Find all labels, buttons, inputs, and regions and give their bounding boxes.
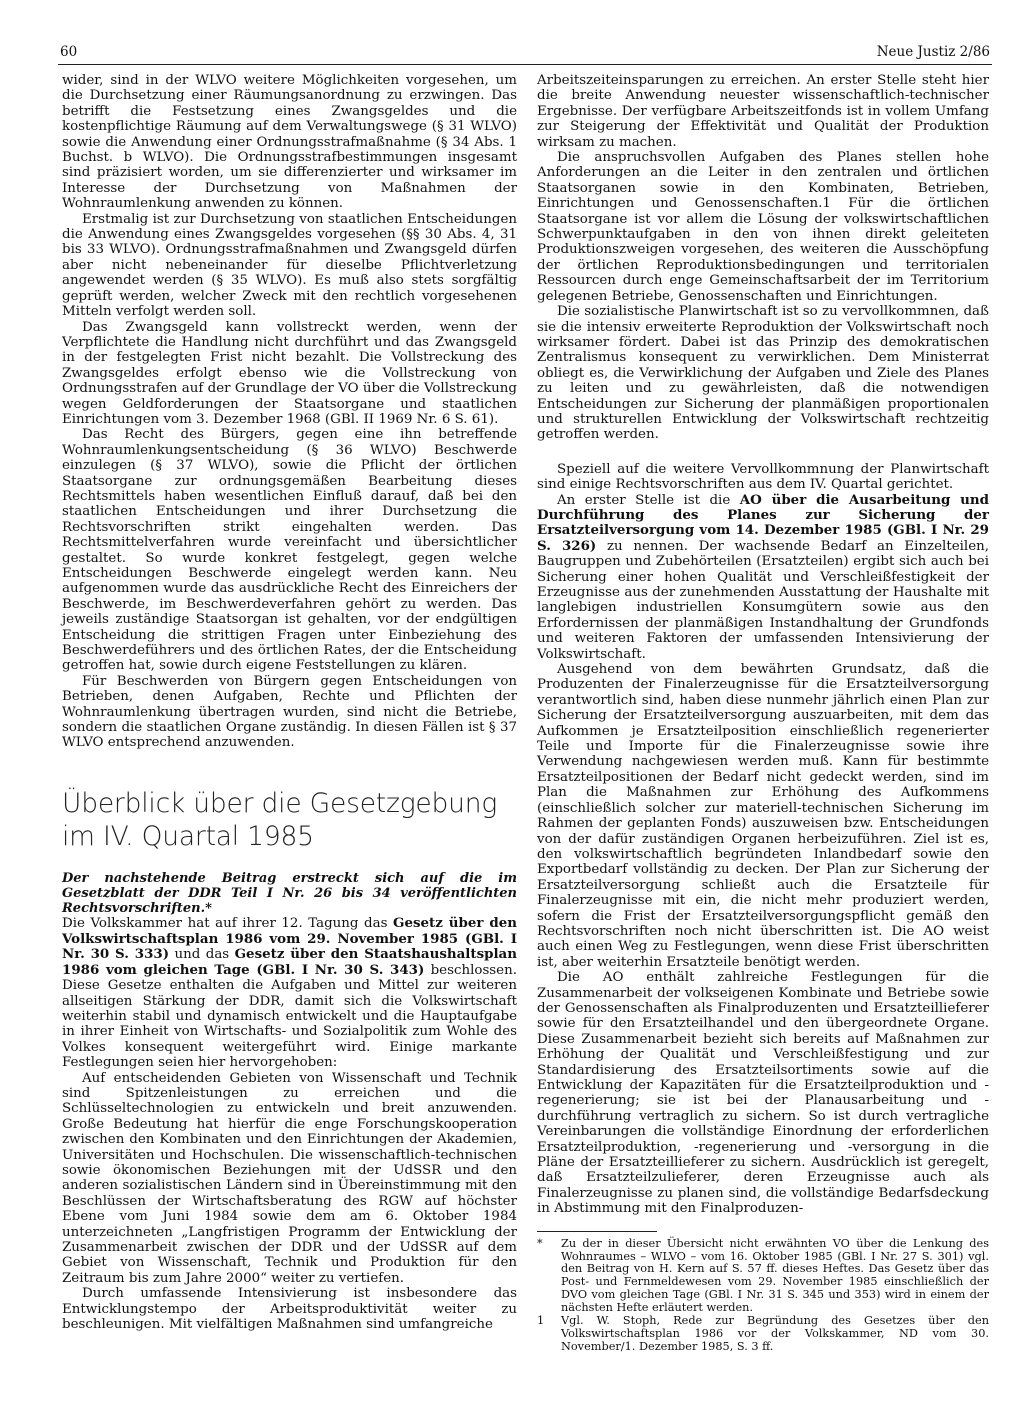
paragraph: wider, sind in der WLVO weitere Möglichkeiten vorgesehen, um die Durchsetzung einer Räumungsanordnung zu erzwingen. Das betrifft die Festsetzung eines Zwangsgeldes und die kostenpflichtige Räumung auf dem Verwaltungswege (§ 31 WLVO) sowie die Anwendung einer Ordnungsstrafmaßnahme (§ 34 Abs. 1 Buchst. b WLVO). Die Ordnungsstrafbestimmungen insgesamt sind präzisiert worden, um sie differenzierter und wirksamer im Interesse der Durchsetzung von Maßnahmen der Wohnraumlenkung anwenden zu können. [62, 73, 517, 212]
header-rule [58, 64, 992, 65]
section-title [62, 787, 517, 853]
section-title-line: im IV. Quartal 1985 [62, 820, 314, 852]
section-lead: Der nachstehende Beitrag erstreckt sich auf die im Gesetzblatt der DDR Teil I Nr. 26 bis 34 veröffentlichten Rechtsvorschriften.* [62, 870, 517, 917]
paragraph: Speziell auf die weitere Vervollkommnung der Planwirtschaft sind einige Rechtsvorschriften aus dem IV. Quartal gerichtet. [537, 461, 989, 493]
footnote-mark: 1 [537, 1314, 545, 1328]
paragraph: An erster Stelle ist die AO über die Ausarbeitung und Durchführung des Planes zur Sicherung der Ersatzteilversorgung vom 14. Dezember 1985 (GBl. I Nr. 29 S. 326) zu nennen. Der wachsende Bedarf an Einzelteilen, Baugruppen und Zubehörteilen (Ersatzteilen) ergibt sich auch bei Sicherung einer hohen Qualität und Verschleißfestigkeit der Erzeugnisse aus der zunehmenden Ausstattung der Haushalte mit langlebigen industriellen Konsumgütern sowie aus den Erfordernissen der planmäßigen Instandhaltung der Grundfonds und weiteren Faktoren der umfassenden Intensivierung der Volkswirtschaft. [537, 491, 989, 662]
journal-title: Neue Justiz 2/86 [876, 44, 990, 60]
footnote [537, 1315, 989, 1354]
paragraph: Für Beschwerden von Bürgern gegen Entscheidungen von Betrieben, denen Aufgaben, Rechte und Pflichten der Wohnraumlenkung übertragen wurden, sind nicht die Betriebe, sondern die staatlichen Organe zuständig. In diesen Fällen ist § 37 WLVO entsprechend anzuwenden. [62, 673, 517, 751]
footnote-text: Vgl. W. Stoph, Rede zur Begründung des Gesetzes über den Volkswirtschaftsplan 1986 vor der Volkskammer, ND vom 30. November/1. Dezember 1985, S. 3 ff. [561, 1314, 989, 1353]
footnote-rule [537, 1231, 657, 1232]
paragraph: Auf entscheidenden Gebieten von Wissenschaft und Technik sind Spitzenleistungen zu erreichen und die Schlüsseltechnologien zu entwickeln und breit anzuwenden. Große Bedeutung hat hierfür die enge Forschungskooperation zwischen den Kombinaten und den Einrichtungen der Akademien, Universitäten und Hochschulen. Die wissenschaftlich-technischen sowie ökonomischen Beziehungen mit der UdSSR und den anderen sozialistischen Ländern sind in Übereinstimmung mit den Beschlüssen der Wirtschaftsberatung des RGW auf höchster Ebene vom Juni 1984 sowie dem am 6. Oktober 1984 unterzeichneten „Langfristigen Programm der Entwicklung der Zusammenarbeit zwischen der DDR und der UdSSR auf dem Gebiet von Wissenschaft, Technik und Produktion für den Zeitraum bis zum Jahre 2000“ weiter zu vertiefen. [62, 1070, 517, 1286]
paragraph: Ausgehend von dem bewährten Grundsatz, daß die Produzenten der Finalerzeugnisse für die Ersatzteilversorgung verantwortlich sind, haben diese nunmehr jährlich einen Plan zur Sicherung der Ersatzteilversorgung auszuarbeiten, mit dem das Aufkommen je Ersatzteilposition einschließlich regenerierter Teile und Importe für die Finalerzeugnisse sowie ihre Verwendung nachgewiesen werden muß. Kann für bestimmte Ersatzteilpositionen der Bedarf nicht gedeckt werden, sind im Plan die Maßnahmen zur Erhöhung des Aufkommens (einschließlich solcher zur materiell-technischen Sicherung im Rahmen der geplanten Fonds) auszuweisen bzw. Entscheidungen von der dafür zuständigen Organen herbeizuführen. Ziel ist es, den volkswirtschaftlich begründeten Inlandbedarf sowie den Exportbedarf vollständig zu decken. Der Plan zur Sicherung der Ersatzteilversorgung schließt auch die Ersatzteile für Finalerzeugnisse mit ein, die nicht mehr produziert werden, sofern die Frist der Ersatzteilversorgungspflicht gemäß den Rechtsvorschriften noch nicht überschritten ist. Die AO weist auch einen Weg zu Festlegungen, wenn diese Frist überschritten ist, aber weiterhin Ersatzteile benötigt werden. [537, 662, 989, 970]
right-column [537, 73, 989, 1354]
law-reference: Gesetz über den Staatshaushaltsplan 1986 vom gleichen Tage (GBl. I Nr. 30 S. 343) [62, 946, 517, 978]
paragraph: Die sozialistische Planwirtschaft ist so zu vervollkommnen, daß sie die intensiv erweiterte Reproduktion der Volkswirtschaft noch wirksamer fördert. Dabei ist das Prinzip des demokratischen Zentralismus konsequent zu verwirklichen. Dem Ministerrat obliegt es, die Verwirklichung der Aufgaben und Ziele des Planes zu leiten und zu gewährleisten, daß die notwendigen Entscheidungen zur Sicherung der planmäßigen proportionalen und strukturellen Entwicklung der Volkswirtschaft rechtzeitig getroffen werden. [537, 304, 989, 443]
footnote-mark: * [537, 1236, 543, 1250]
left-column [62, 73, 517, 1332]
footnote [537, 1238, 989, 1315]
paragraph: Erstmalig ist zur Durchsetzung von staatlichen Entscheidungen die Anwendung eines Zwangsgeldes vorgesehen (§§ 30 Abs. 4, 31 bis 33 WLVO). Ordnungsstrafmaßnahmen und Zwangsgeld dürfen aber nicht nebeneinander für dieselbe Pflichtverletzung angewendet werden (§ 35 WLVO). Es muß also stets sorgfältig geprüft werden, welcher Zweck mit den rechtlich vorgesehenen Mitteln verfolgt werden soll. [62, 211, 517, 320]
page-number: 60 [60, 44, 78, 60]
paragraph: Die anspruchsvollen Aufgaben des Planes stellen hohe Anforderungen an die Leiter in den zentralen und örtlichen Staatsorganen sowie in den Kombinaten, Betrieben, Einrichtungen und Genossenschaften.1 Für die örtlichen Staatsorgane ist vor allem die Lösung der volkswirtschaftlichen Schwerpunktaufgaben in den von ihnen direkt geleiteten Produktionszweigen vorgesehen, des weiteren die Ausschöpfung der örtlichen Reproduktionsbedingungen und territorialen Ressourcen durch enge Gemeinschaftsarbeit der im Territorium gelegenen Betriebe, Genossenschaften und Einrichtungen. [537, 150, 989, 304]
paragraph: Die Volkskammer hat auf ihrer 12. Tagung das Gesetz über den Volkswirtschaftsplan 1986 vom 29. November 1985 (GBl. I Nr. 30 S. 333) und das Gesetz über den Staatshaushaltsplan 1986 vom gleichen Tage (GBl. I Nr. 30 S. 343) beschlossen. Diese Gesetze enthalten die Aufgaben und Mittel zur weiteren allseitigen Stärkung der DDR, damit sich die Volkswirtschaft weiterhin stabil und dynamisch entwickelt und die Hauptaufgabe in ihrer Einheit von Wirtschafts- und Sozialpolitik zum Wohle des Volkes konsequent weitergeführt wird. Einige markante Festlegungen seien hier hervorgehoben: [62, 915, 517, 1071]
footnote-text: Zu der in dieser Übersicht nicht erwähnten VO über die Lenkung des Wohnraumes – WLVO – vom 16. Oktober 1985 (GBl. I Nr. 27 S. 301) vgl. den Beitrag von H. Kern auf S. 57 ff. dieses Heftes. Das Gesetz über das Post- und Fernmeldewesen vom 29. November 1985 einschließlich der DVO vom gleichen Tage (GBl. I Nr. 31 S. 345 und 353) wird in einem der nächsten Hefte erläutert werden. [561, 1236, 989, 1315]
law-reference: Gesetz über den Volkswirtschaftsplan 1986 vom 29. November 1985 (GBl. I Nr. 30 S. 333) [62, 915, 517, 963]
section-title-line: Überblick über die Gesetzgebung [62, 787, 498, 819]
paragraph: Durch umfassende Intensivierung ist insbesondere das Entwicklungstempo der Arbeitsproduktivität weiter zu beschleunigen. Mit vielfältigen Maßnahmen sind umfangreiche [62, 1286, 517, 1333]
section-separator [537, 457, 989, 458]
paragraph: Arbeitszeiteinsparungen zu erreichen. An erster Stelle steht hier die breite Anwendung neuester wissenschaftlich-technischer Ergebnisse. Der verfügbare Arbeitszeitfonds ist in vollem Umfang zur Steigerung der Effektivität und Qualität der Produktion wirksam zu machen. [537, 73, 989, 150]
paragraph: Das Zwangsgeld kann vollstreckt werden, wenn der Verpflichtete die Handlung nicht durchführt und das Zwangsgeld in der festgelegten Frist nicht bezahlt. Die Vollstreckung des Zwangsgeldes erfolgt ebenso wie die Vollstreckung von Ordnungsstrafen auf der Grundlage der VO über die Vollstreckung wegen Geldforderungen der Staatsorgane und staatlichen Einrichtungen vom 3. Dezember 1968 (GBl. II 1969 Nr. 6 S. 61). [62, 319, 517, 427]
paragraph: Die AO enthält zahlreiche Festlegungen für die Zusammenarbeit der volkseigenen Kombinate und Betriebe sowie der Genossenschaften als Finalproduzenten und Ersatzteillieferer sowie für den Ersatzteilhandel und den übergeordnete Organe. Diese Zusammenarbeit bezieht sich bereits auf Maßnahmen zur Erhöhung der Qualität und Verschleißfestigung und zur Standardisierung des Ersatzteilsortiments sowie auf die Entwicklung der Kapazitäten für die Ersatzteilproduktion und -regenerierung; sie ist bei der Planausarbeitung und -durchführung vertraglich zu sichern. So ist durch vertragliche Vereinbarungen die vollständige Einordnung der erforderlichen Ersatzteilproduktion, -regenerierung und -versorgung in die Pläne der Ersatzteillieferer zu sichern. Ausdrücklich ist geregelt, daß Ersatzteilzulieferer, deren Erzeugnisse auch als Finalerzeugnisse zu planen sind, die vollständige Bedarfsdeckung in Abstimmung mit den Finalproduzen- [537, 970, 989, 1217]
law-reference: AO über die Ausarbeitung und Durchführung des Planes zur Sicherung der Ersatzteilversorgung vom 14. Dezember 1985 (GBl. I Nr. 29 S. 326) [537, 491, 989, 554]
paragraph: Das Recht des Bürgers, gegen eine ihn betreffende Wohnraumlenkungsentscheidung (§ 36 WLVO) Beschwerde einzulegen (§ 37 WLVO), sowie die Pflicht der örtlichen Staatsorgane zur ordnungsgemäßen Bearbeitung dieses Rechtsmittels haben wesentlichen Einfluß darauf, daß bei den staatlichen Entscheidungen und ihrer Durchsetzung die Rechtsvorschriften strikt eingehalten werden. Das Rechtsmittelverfahren wurde vereinfacht und übersichtlicher gestaltet. So wurde konkret festgelegt, gegen welche Entscheidungen Beschwerde eingelegt werden kann. Neu aufgenommen wurde das ausdrückliche Recht des Einreichers der Beschwerde, im Beschwerdeverfahren gehört zu werden. Das jeweils zuständige Staatsorgan ist gehalten, vor der endgültigen Entscheidung die strittigen Fragen unter Einbeziehung des Beschwerdeführers und des örtlichen Rates, der die Entscheidung getroffen hat, sowie durch eigene Feststellungen zu klären. [62, 427, 517, 674]
